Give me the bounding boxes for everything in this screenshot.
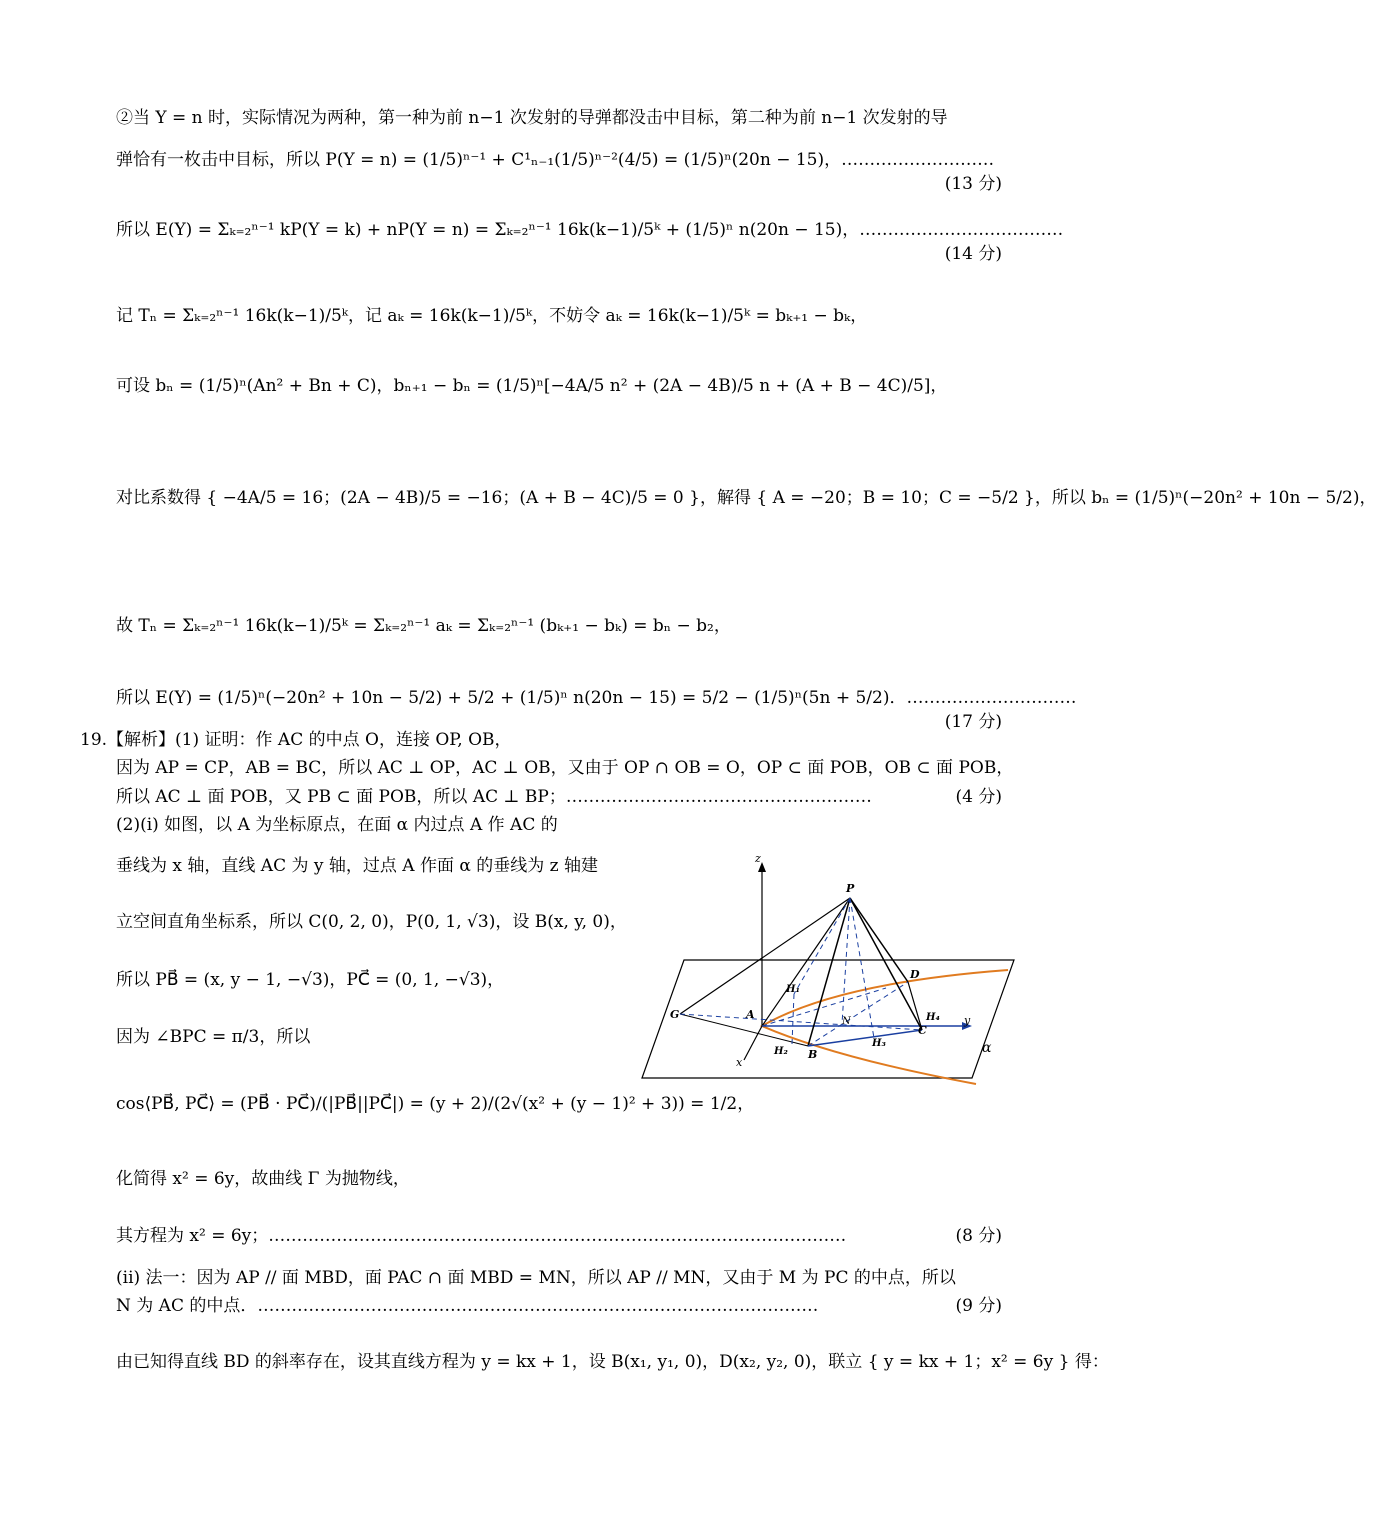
dashed-PH1 <box>794 898 850 994</box>
dashed-PN <box>842 898 850 1024</box>
figure-svg <box>636 848 1016 1098</box>
text-line-7: 故 Tₙ = Σₖ₌₂ⁿ⁻¹ 16k(k−1)/5ᵏ = Σₖ₌₂ⁿ⁻¹ aₖ = Σₖ₌₂ⁿ⁻¹ (bₖ₊₁ − bₖ) = bₙ − b₂， <box>116 616 731 636</box>
text-line-2: 弹恰有一枚击中目标，所以 P(Y = n) = (1/5)ⁿ⁻¹ + C¹ₙ₋₁(1/5)ⁿ⁻²(4/5) = (1/5)ⁿ(20n − 15)，……………………… (13 分) <box>116 150 1002 194</box>
label-A: A <box>746 1008 755 1021</box>
pyramid-parabola-figure <box>636 848 1016 1098</box>
score-14: (14 分) <box>944 244 1002 264</box>
text-line-6: 对比系数得 { −4A/5 = 16；(2A − 4B)/5 = −16；(A + B − 4C)/5 = 0 }，解得 { A = −20；B = 10；C = −5/2 }，所以 bₙ = (1/5)ⁿ(−20n² + 10n − 5/2)， <box>116 488 1376 508</box>
problem-19-heading: 19.【解析】(1) 证明：作 AC 的中点 O，连接 OP, OB， <box>80 730 512 750</box>
label-H3: H₃ <box>872 1038 886 1049</box>
score-13: (13 分) <box>944 174 1002 194</box>
dashed-H1H2 <box>792 994 794 1044</box>
edge-GB <box>680 1014 808 1046</box>
text-line-16: 因为 ∠BPC = π/3，所以 <box>116 1027 311 1047</box>
text-line-21: N 为 AC 的中点．……………………………………………………………………………………… (9 分) <box>116 1296 1002 1316</box>
label-x: x <box>736 1056 743 1069</box>
label-alpha: α <box>982 1040 992 1056</box>
text-line-22: 由已知得直线 BD 的斜率存在，设其直线方程为 y = kx + 1，设 B(x₁, y₁, 0)，D(x₂, y₂, 0)，联立 { y = kx + 1；x² = 6y } 得： <box>116 1352 1109 1372</box>
text-line-5: 可设 bₙ = (1/5)ⁿ(An² + Bn + C)，bₙ₊₁ − bₙ = (1/5)ⁿ[−4A/5 n² + (2A − 4B)/5 n + (A + B − 4C)/5]， <box>116 376 948 396</box>
text-line-8: 所以 E(Y) = (1/5)ⁿ(−20n² + 10n − 5/2) + 5/2 + (1/5)ⁿ n(20n − 15) = 5/2 − (1/5)ⁿ(5n + 5/2)．………………………… (17 分) <box>116 688 1077 732</box>
label-H2: H₂ <box>774 1046 788 1057</box>
text-line-18: 化简得 x² = 6y，故曲线 Γ 为抛物线， <box>116 1169 410 1189</box>
text-line-10: 因为 AP = CP，AB = BC，所以 AC ⊥ OP，AC ⊥ OB，又由于 OP ∩ OB = O，OP ⊂ 面 POB，OB ⊂ 面 POB， <box>116 758 1014 778</box>
text-line-17: cos⟨PB⃗, PC⃗⟩ = (PB⃗ · PC⃗)/(|PB⃗||PC⃗|) = (y + 2)/(2√(x² + (y − 1)² + 3)) = 1/2， <box>116 1094 755 1114</box>
text-line-20: (ii) 法一：因为 AP // 面 MBD，面 PAC ∩ 面 MBD = MN，所以 AP // MN，又由于 M 为 PC 的中点，所以 <box>116 1268 956 1288</box>
text-line-11: 所以 AC ⊥ 面 POB，又 PB ⊂ 面 POB，所以 AC ⊥ BP；……………………………………………… (4 分) <box>116 787 1002 807</box>
score-9: (9 分) <box>955 1296 1002 1316</box>
dashed-AD <box>762 988 886 1026</box>
score-17: (17 分) <box>944 712 1002 732</box>
label-y: y <box>964 1014 971 1027</box>
label-H4: H₄ <box>926 1012 940 1023</box>
text-line-19: 其方程为 x² = 6y；………………………………………………………………………………………… (8 分) <box>116 1226 1002 1246</box>
label-G: G <box>670 1008 680 1021</box>
score-8: (8 分) <box>955 1226 1002 1246</box>
text-line-14: 立空间直角坐标系，所以 C(0, 2, 0)，P(0, 1, √3)，设 B(x, y, 0)， <box>116 912 627 932</box>
edge-CD <box>908 982 922 1030</box>
label-B: B <box>808 1048 818 1061</box>
edge-PD <box>850 898 908 982</box>
dashed-GC <box>680 1014 922 1030</box>
edge-PG <box>680 898 850 1014</box>
label-z: z <box>755 852 761 865</box>
edge-BC <box>808 1030 922 1046</box>
text-line-15: 所以 PB⃗ = (x, y − 1, −√3)，PC⃗ = (0, 1, −√3)， <box>116 970 505 990</box>
edge-PC <box>850 898 922 1030</box>
label-P: P <box>846 882 855 895</box>
label-H1: H₁ <box>786 984 800 995</box>
text-line-12: (2)(i) 如图，以 A 为坐标原点，在面 α 内过点 A 作 AC 的 <box>116 815 558 835</box>
text-line-13: 垂线为 x 轴，直线 AC 为 y 轴，过点 A 作面 α 的垂线为 z 轴建 <box>116 856 599 876</box>
label-N: N <box>842 1016 851 1027</box>
label-C: C <box>918 1024 927 1037</box>
text-line-4: 记 Tₙ = Σₖ₌₂ⁿ⁻¹ 16k(k−1)/5ᵏ，记 aₖ = 16k(k−1)/5ᵏ，不妨令 aₖ = 16k(k−1)/5ᵏ = bₖ₊₁ − bₖ， <box>116 306 868 326</box>
score-4: (4 分) <box>955 787 1002 807</box>
label-D: D <box>910 968 920 981</box>
text-line-1: ②当 Y = n 时，实际情况为两种，第一种为前 n−1 次发射的导弹都没击中目标，第二种为前 n−1 次发射的导 <box>116 108 948 128</box>
text-line-3: 所以 E(Y) = Σₖ₌₂ⁿ⁻¹ kP(Y = k) + nP(Y = n) = Σₖ₌₂ⁿ⁻¹ 16k(k−1)/5ᵏ + (1/5)ⁿ n(20n − 15)，……………………………… (14 分) <box>116 220 1064 264</box>
